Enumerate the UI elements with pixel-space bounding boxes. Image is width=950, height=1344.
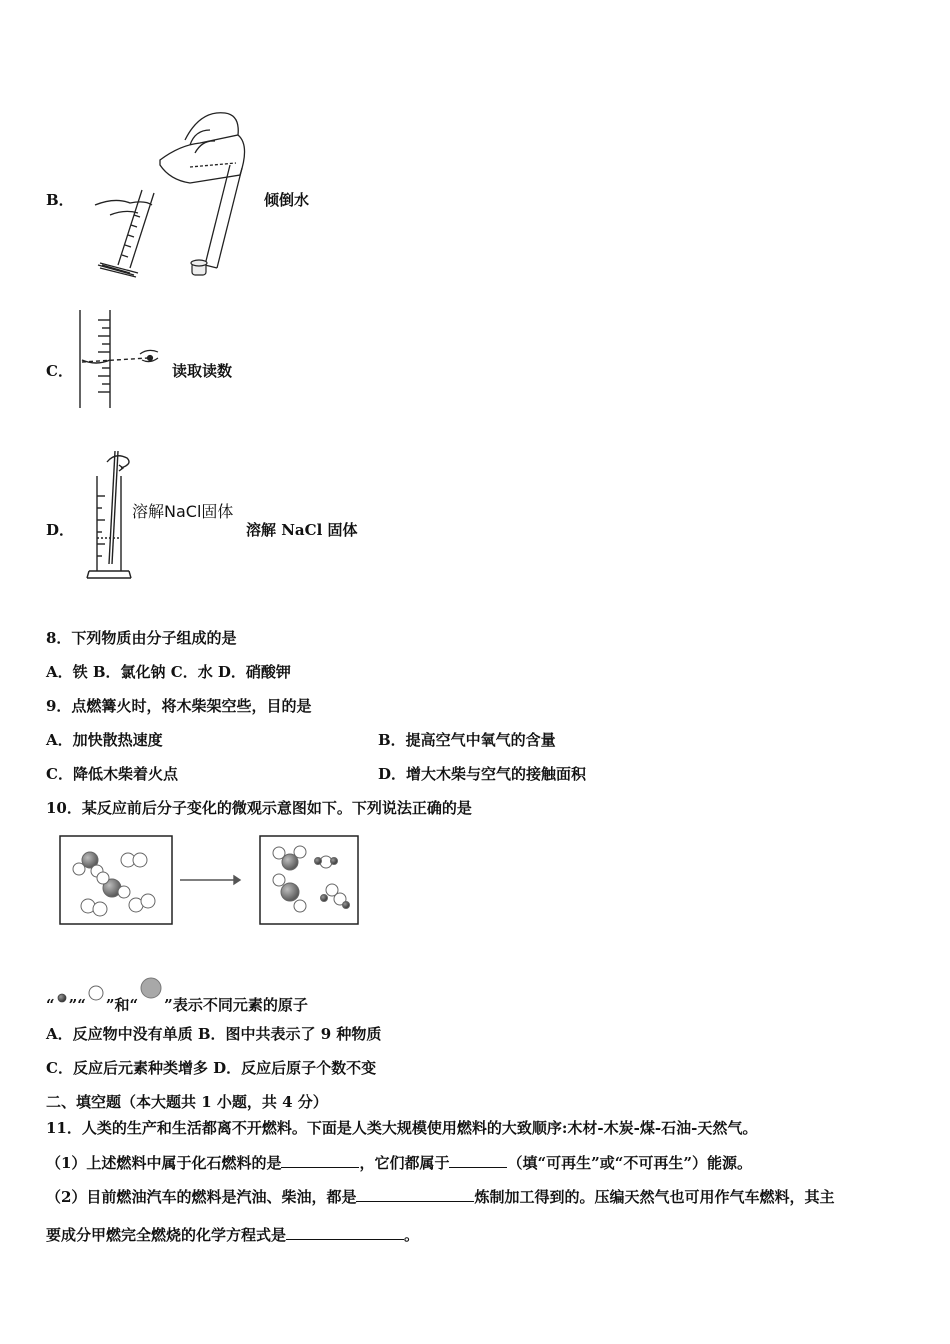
option-d-letter: D． (46, 521, 75, 539)
equation-blank[interactable] (286, 1224, 404, 1240)
option-b-letter: B． (46, 191, 74, 209)
refining-source-blank[interactable] (356, 1186, 474, 1202)
reaction-diagram (50, 830, 370, 930)
q10-options-ab: A．反应物中没有单质 B．图中共表示了 9 种物质 (46, 1025, 382, 1043)
reaction-arrow (180, 876, 240, 884)
products-box (260, 836, 358, 924)
q11-part2: （2）目前燃油汽车的燃料是汽油、柴油，都是 炼制加工得到的。压编天然气也可用作气车燃料，其主 (46, 1188, 835, 1206)
dissolve-image-label: 溶解NaCl固体 (132, 502, 234, 521)
q11-part1: （1）上述燃料中属于化石燃料的是 ，它们都属于 （填“可再生”或“不可再生”）能源。 (46, 1154, 752, 1172)
q8-options: A．铁 B．氯化钠 C．水 D．硝酸钾 (46, 663, 291, 681)
fossil-fuel-blank[interactable] (281, 1152, 359, 1168)
q9-option-c: C．降低木柴着火点 (46, 765, 178, 783)
read-volume-figure (72, 308, 167, 410)
option-c-letter: C． (46, 362, 73, 380)
q9-option-d: D．增大木柴与空气的接触面积 (378, 765, 587, 783)
pour-water-figure (90, 105, 250, 285)
atom-legend: “ ”“ ”和“ ”表示不同元素的原子 (46, 976, 308, 1015)
q10-stem: 10．某反应前后分子变化的微观示意图如下。下列说法正确的是 (46, 799, 472, 817)
small-atom-icon (55, 992, 69, 1004)
renewable-blank[interactable] (449, 1152, 507, 1168)
option-c-caption: 读取读数 (172, 362, 233, 380)
reactants-box (60, 836, 172, 924)
option-b-caption: 倾倒水 (264, 191, 310, 209)
q9-option-b: B．提高空气中氧气的含量 (378, 731, 556, 749)
white-atom-icon (86, 984, 106, 1002)
q8-stem: 8．下列物质由分子组成的是 (46, 629, 237, 647)
legend-text: 表示不同元素的原子 (172, 996, 308, 1014)
q9-option-a: A．加快散热速度 (46, 731, 163, 749)
q9-stem: 9．点燃篝火时，将木柴架空些，目的是 (46, 697, 312, 715)
q10-options-cd: C．反应后元素种类增多 D．反应后原子个数不变 (46, 1059, 377, 1077)
q11-part2-cont: 要成分甲燃完全燃烧的化学方程式是 。 (46, 1226, 420, 1244)
option-d-caption: 溶解 NaCl 固体 (246, 521, 358, 539)
q11-stem: 11．人类的生产和生活都离不开燃料。下面是人类大规模使用燃料的大致顺序:木材-木炭-煤-石油-天然气。 (46, 1119, 758, 1137)
section-2-heading: 二、填空题（本大题共 1 小题，共 4 分） (46, 1093, 328, 1111)
gray-atom-icon (138, 976, 164, 1000)
